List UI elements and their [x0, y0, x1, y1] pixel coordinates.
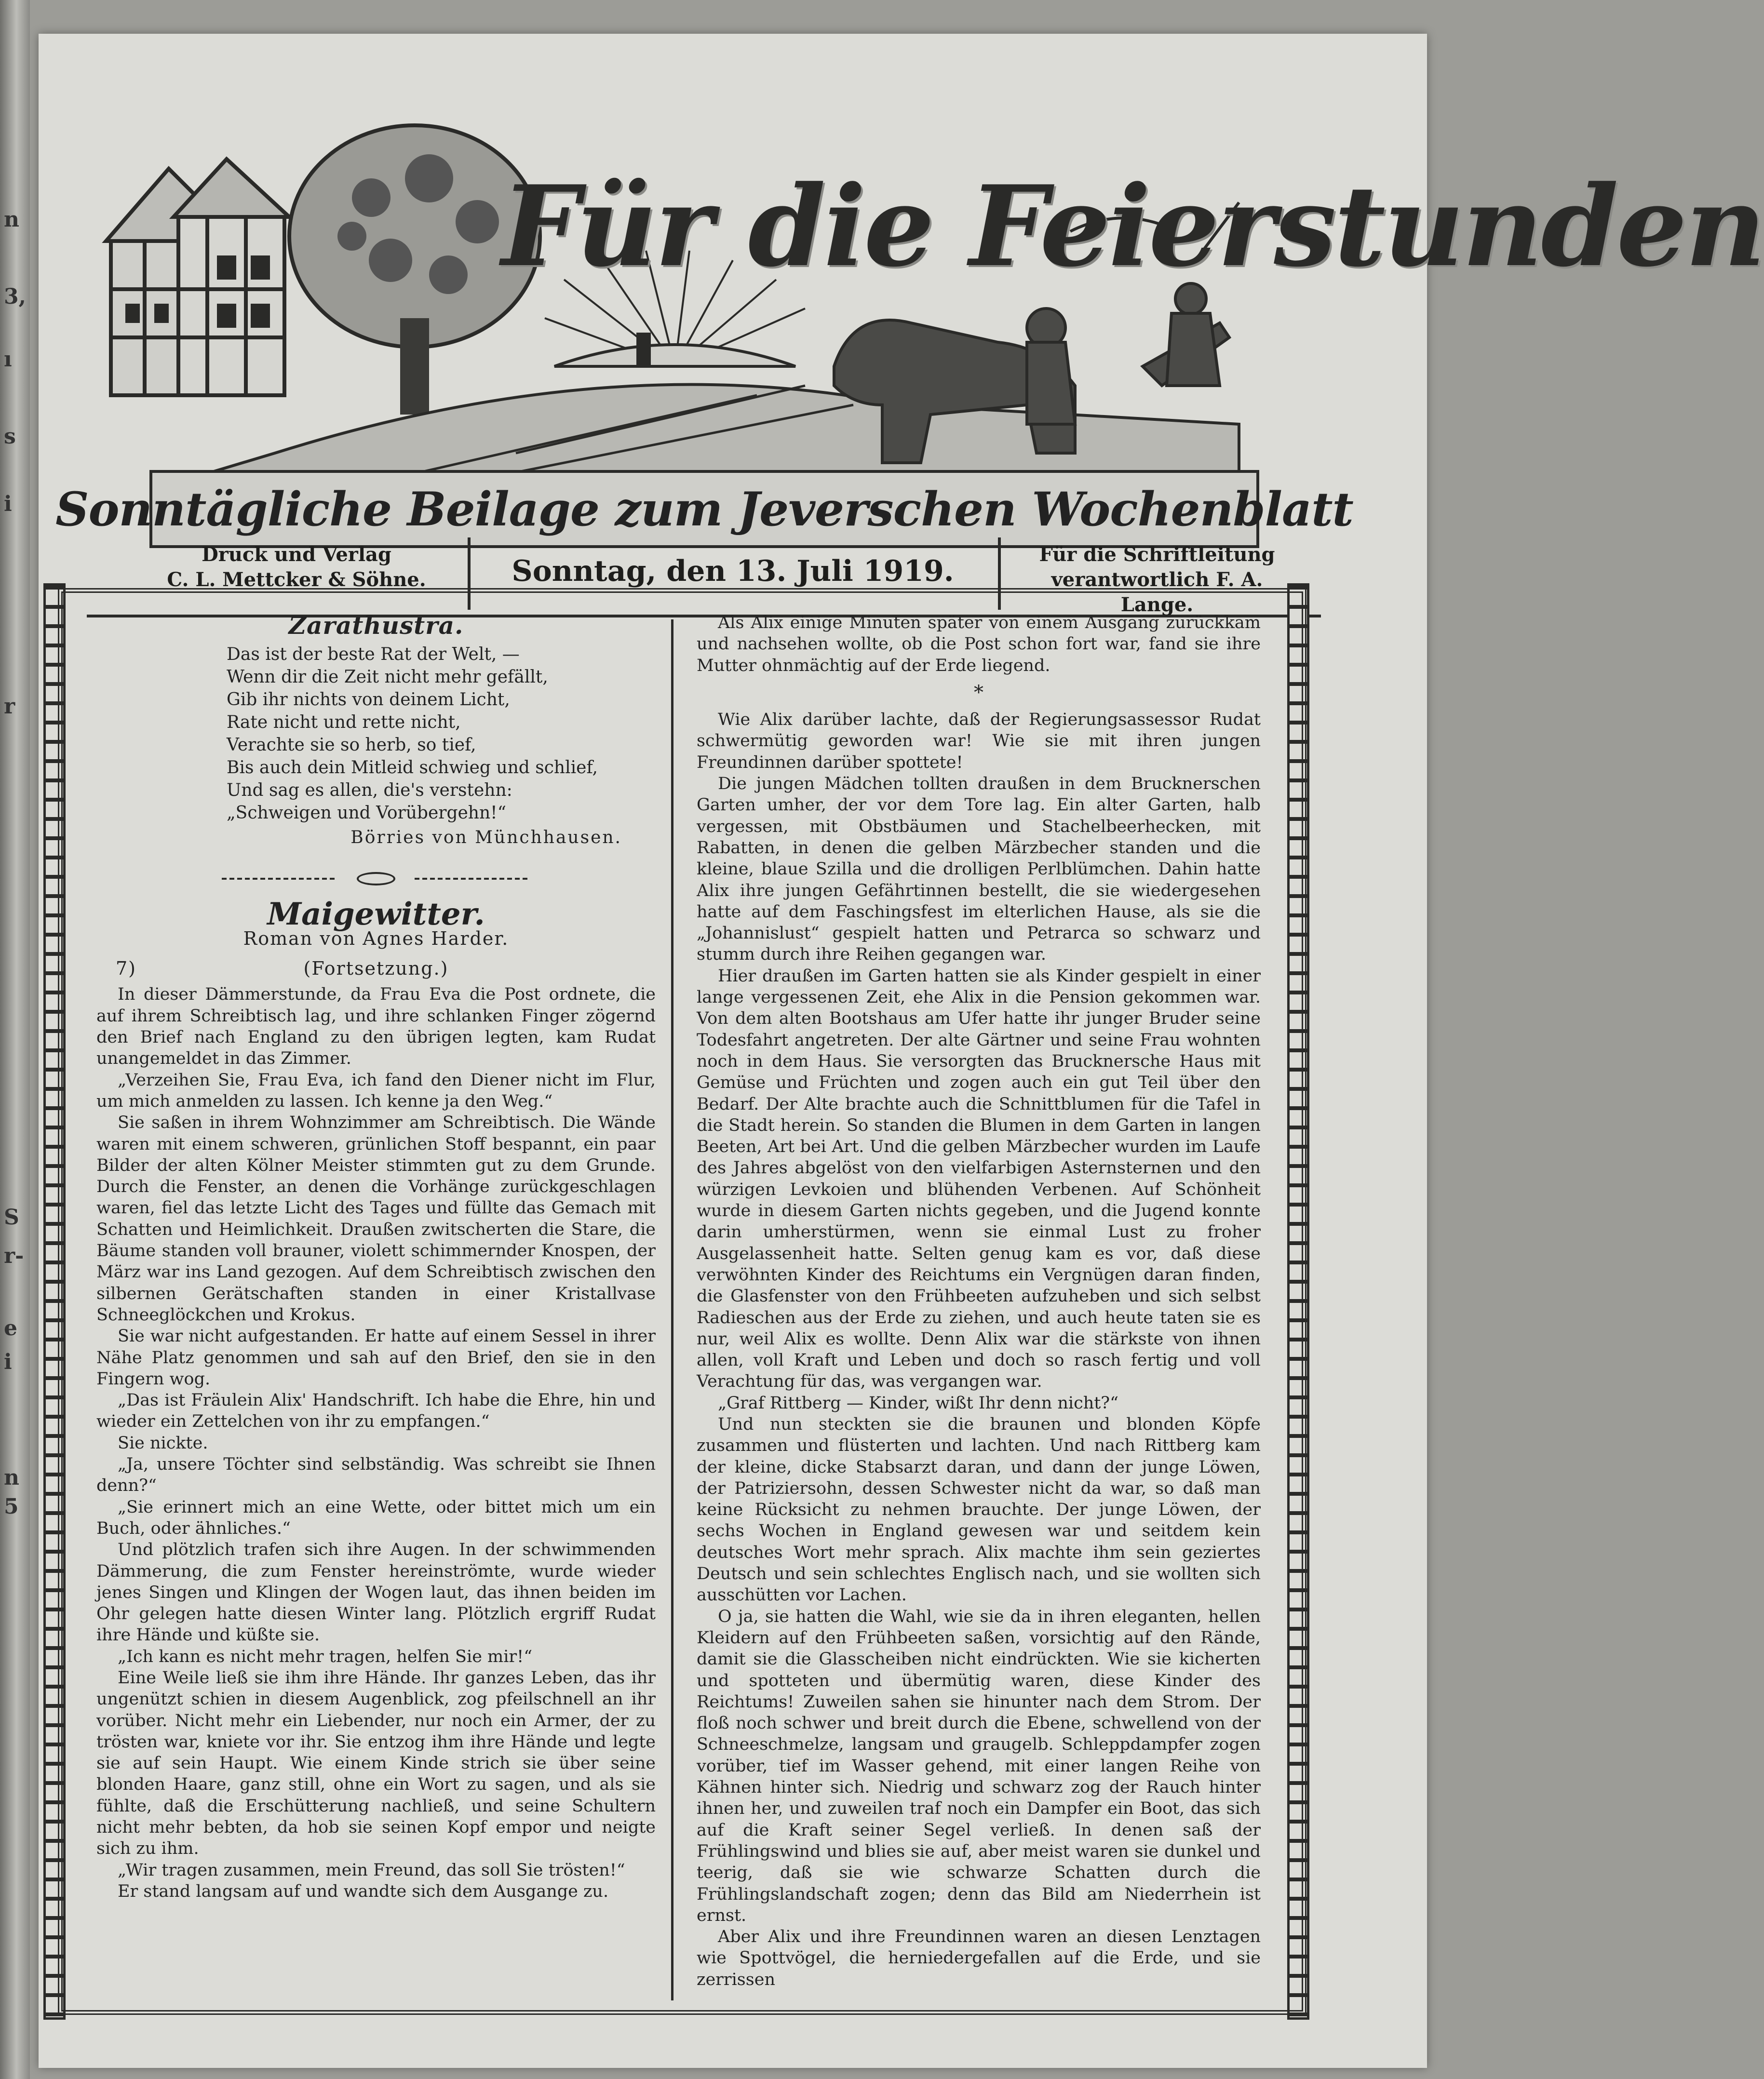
continuation-label: (Fortsetzung.) [303, 958, 449, 979]
story-continuation [96, 958, 656, 979]
prev-page-fragment: n [4, 207, 19, 232]
prev-page-fragment: e [4, 1316, 17, 1341]
poem-line: Und sag es allen, die's verstehn: [227, 780, 512, 801]
story-paragraph: Er stand langsam auf und wandte sich dem Ausgange zu. [118, 1881, 609, 1901]
story-paragraph: In dieser Dämmerstunde, da Frau Eva die Post ordnete, die auf ihrem Schreibtisch lag, und ihre schlanken Finger zögernd den Brief nach England zu den übrigen legten, kam Rudat unangemeldet in das Zimmer. [96, 985, 656, 1069]
poem-line: Rate nicht und rette nicht, [227, 712, 461, 733]
publisher-name: C. L. Mettcker & Söhne. [167, 568, 426, 591]
story-paragraph: Sie saßen in ihrem Wohnzimmer am Schreibtisch. Die Wände waren mit einem schweren, grünlichen Stoff bespannt, ein paar Bilder der alten Kölner Meister stimmten gut zu dem Grunde. Durch die Fenster, an denen die Vorhänge zurückgeschlagen waren, fiel das letzte Licht des Tages und füllte das Gemach mit Schatten und Heimlichkeit. Draußen zwitscherten die Stare, die Bäume standen voll brauner, violett schimmernder Knospen, der März war ins Land gezogen. Auf dem Schreibtisch zwischen den silbernen Gerätschaften standen in einer Kristallvase Schneeglöckchen und Krokus. [96, 1113, 656, 1325]
poem-line: Wenn dir die Zeit nicht mehr gefällt, [227, 667, 548, 687]
story-paragraph: „Graf Rittberg — Kinder, wißt Ihr denn nicht?“ [718, 1393, 1118, 1413]
story-paragraph: Hier draußen im Garten hatten sie als Kinder gespielt in einer lange vergessenen Zeit, ehe Alix in die Pension gekommen war. Von dem alten Bootshaus am Ufer hatte ihr junger Bruder seine Todesfahrt angetreten. Der alte Gärtner und seine Frau wohnten noch in dem Haus. Sie versorgten das Brucknersche Haus mit Gemüse und Früchten und zogen auch ein gut Teil über den Bedarf. Der Alte brachte auch die Schnittblumen für die Tafel in die Stadt herein. So standen die Blumen in dem Garten in langen Beeten, Art bei Art. Und die gelben Märzbecher wurden im Laufe des Jahres abgelöst von den vielfarbigen Asternsternen und den würzigen Levkoien und blühenden Verbenen. Auf Schönheit wurde in diesem Garten nichts gegeben, und die Jugend konnte darin umherstürmen, wenn sie einmal Lust zu froher Ausgelassenheit hatte. Selten genug kam es vor, daß diese verwöhnten Kinder des Reichtums ein Vergnügen daran finden, die Glasfenster von den Frühbeeten aufzuheben und sich selbst Radieschen aus der Erde zu ziehen, und auch heute taten sie es nur, weil Alix es wollte. Denn Alix war die stärkste von ihnen allen, voll Kraft und Leben und doch so rasch fertig und voll Verachtung für das, was vergangen war. [697, 966, 1261, 1392]
story-paragraph: „Ja, unsere Töchter sind selbständig. Was schreibt sie Ihnen denn?“ [96, 1455, 656, 1496]
poem [227, 643, 656, 824]
masthead-title: Für die Feierstunden [501, 161, 1764, 292]
story-paragraph: „Sie erinnert mich an eine Wette, oder bittet mich um ein Buch, oder ähnliches.“ [96, 1497, 656, 1538]
story-paragraph: Sie nickte. [118, 1433, 208, 1453]
publisher-label: Druck und Verlag [202, 543, 391, 566]
prev-page-fragment: i [4, 492, 12, 516]
installment-number: 7) [116, 958, 137, 979]
story-byline: Roman von Agnes Harder. [243, 927, 509, 949]
masthead [55, 116, 1764, 540]
story-paragraph: „Wir tragen zusammen, mein Freund, das soll Sie trösten!“ [118, 1860, 625, 1880]
story-paragraph: „Ich kann es nicht mehr tragen, helfen Sie mir!“ [118, 1647, 533, 1666]
poem-line: Gib ihr nichts von deinem Licht, [227, 690, 510, 710]
prev-page-fragment: S [4, 1205, 19, 1230]
previous-page-edge [0, 0, 30, 2079]
prev-page-fragment: s [4, 424, 16, 449]
editor-label: Für die Schriftleitung [1039, 543, 1275, 566]
publisher-info [164, 542, 429, 592]
issue-date: Sonntag, den 13. Juli 1919. [512, 554, 954, 588]
right-column [697, 612, 1261, 1990]
poem-title: Zarathustra. [288, 611, 464, 640]
editor-name: verantwortlich F. A. Lange. [1051, 568, 1263, 616]
prev-page-fragment: 5 [4, 1494, 19, 1519]
story-paragraph: Eine Weile ließ sie ihm ihre Hände. Ihr ganzes Leben, das ihr ungenützt schien in diesem Augenblick, zog pfeilschnell an ihr vorüber. Nicht mehr ein Liebender, nur noch ein Armer, der zu trösten war, kniete vor ihr. Sie entzog ihm ihre Hände und legte sie auf sein Haupt. Wie einem Kinde strich sie über seine blonden Haare, ganz still, ohne ein Wort zu sagen, und als sie fühlte, daß die Erschütterung nachließ, und seine Schultern nicht mehr bebten, da hob sie seinen Kopf empor und neigte sich zu ihm. [96, 1668, 656, 1859]
poem-author: Börries von Münchhausen. [350, 828, 622, 848]
prev-page-fragment: n [4, 1465, 19, 1490]
poem-line: „Schweigen und Vorübergehn!“ [227, 803, 507, 823]
story-paragraph: Als Alix einige Minuten später von einem Ausgang zurückkam und nachsehen wollte, ob die Post schon fort war, fand sie ihre Mutter ohnmächtig auf der Erde liegend. [697, 613, 1261, 675]
story-paragraph: Und nun steckten sie die braunen und blonden Köpfe zusammen und flüsterten und lachten. Und nach Rittberg kam der kleine, dicke Stabsarzt daran, und dann der junge Löwen, der Patriziersohn, dessen Schwester nicht da war, so daß man keine Rücksicht zu nehmen brauchte. Der junge Löwen, der sechs Wochen in England gewesen war und seitdem kein deutsches Wort mehr sprach. Alix machte ihm sein geziertes Deutsch und sein schlechtes Englisch nach, und sie wollten sich ausschütten vor Lachen. [697, 1414, 1261, 1605]
story-paragraph: „Das ist Fräulein Alix' Handschrift. Ich habe die Ehre, hin und wieder ein Zettelchen von ihr zu empfangen.“ [96, 1391, 656, 1432]
prev-page-fragment: r- [4, 1244, 24, 1268]
prev-page-fragment: 3, [4, 284, 26, 309]
poem-line: Das ist der beste Rat der Welt, — [227, 644, 520, 665]
poem-line: Bis auch dein Mitleid schwieg und schlief, [227, 758, 598, 778]
left-column [96, 612, 656, 1902]
section-separator: * [974, 681, 983, 704]
masthead-subtitle: Sonntägliche Beilage zum Jeverschen Wochenblatt [55, 482, 1353, 537]
prev-page-fragment: ı [4, 347, 12, 372]
story-paragraph: Die jungen Mädchen tollten draußen in dem Brucknerschen Garten umher, der vor dem Tore lag. Ein alter Garten, halb vergessen, mit Obstbäumen und Stachelbeerhecken, mit Rabatten, in denen die gelben Märzbecher standen und die kleine, blaue Szilla und die drolligen Perlblümchen. Dahin hatte Alix ihre jungen Gefährtinnen bestellt, die sie wiedergesehen hatte auf dem Faschingsfest im elterlichen Hause, als sie die „Johannislust“ gespielt hatten und Petrarca so schwarz und stumm durch ihre Reihen gegangen war. [697, 774, 1261, 965]
story-paragraph: Und plötzlich trafen sich ihre Augen. In der schwimmenden Dämmerung, die zum Fenster hereinströmte, wurde wieder jenes Singen und Klingen der Wogen laut, das ihnen beiden im Ohr gelegen hatte diesen Winter lang. Plötzlich ergriff Rudat ihre Hände und küßte sie. [96, 1540, 656, 1645]
poem-line: Verachte sie so herb, so tief, [227, 735, 476, 755]
story-paragraph: „Verzeihen Sie, Frau Eva, ich fand den Diener nicht im Flur, um mich anmelden zu lassen. Ich kenne ja den Weg.“ [96, 1070, 656, 1111]
newspaper-page [39, 34, 1764, 2068]
story-paragraph: Aber Alix und ihre Freundinnen waren an diesen Lenztagen wie Spottvögel, die herniedergefallen auf die Erde, und sie zerrissen [697, 1927, 1261, 1989]
prev-page-fragment: i [4, 1350, 12, 1374]
column-divider [671, 619, 673, 2000]
section-ornament [222, 872, 530, 885]
story-paragraph: O ja, sie hatten die Wahl, wie sie da in ihren eleganten, hellen Kleidern auf den Frühbeeten saßen, vorsichtig auf den Rände, damit sie die Glasscheiben nicht eindrückten. Wie sie kicherten und spotteten und übermütig waren, diese Kinder des Reichtums! Zuweilen sahen sie hinunter nach dem Strom. Der floß noch schwer und breit durch die Ebene, schwellend von der Schneeschmelze, langsam und graugelb. Schleppdampfer zogen vorüber, tief im Wasser gehend, mit einer langen Reihe von Kähnen hinter sich. Niedrig und schwarz zog der Rauch hinter ihnen her, und zuweilen traf noch ein Dampfer ein Boot, das sich auf die Kraft seiner Segel verließ. In denen saß der Frühlingswind und blies sie auf, aber meist waren sie dunkel und teerig, daß sie wie schwarze Schatten durch die Frühlingslandschaft zogen; denn das Bild am Niederrhein ist ernst. [697, 1607, 1261, 1925]
story-paragraph: Wie Alix darüber lachte, daß der Regierungsassessor Rudat schwermütig geworden war! Wie sie mit ihren jungen Freundinnen darüber spottete! [697, 710, 1261, 772]
prev-page-fragment: r [4, 694, 15, 719]
story-paragraph: Sie war nicht aufgestanden. Er hatte auf einem Sessel in ihrer Nähe Platz genommen und sah auf den Brief, den sie in den Fingern wog. [96, 1327, 656, 1389]
story-title: Maigewitter. [267, 896, 485, 932]
